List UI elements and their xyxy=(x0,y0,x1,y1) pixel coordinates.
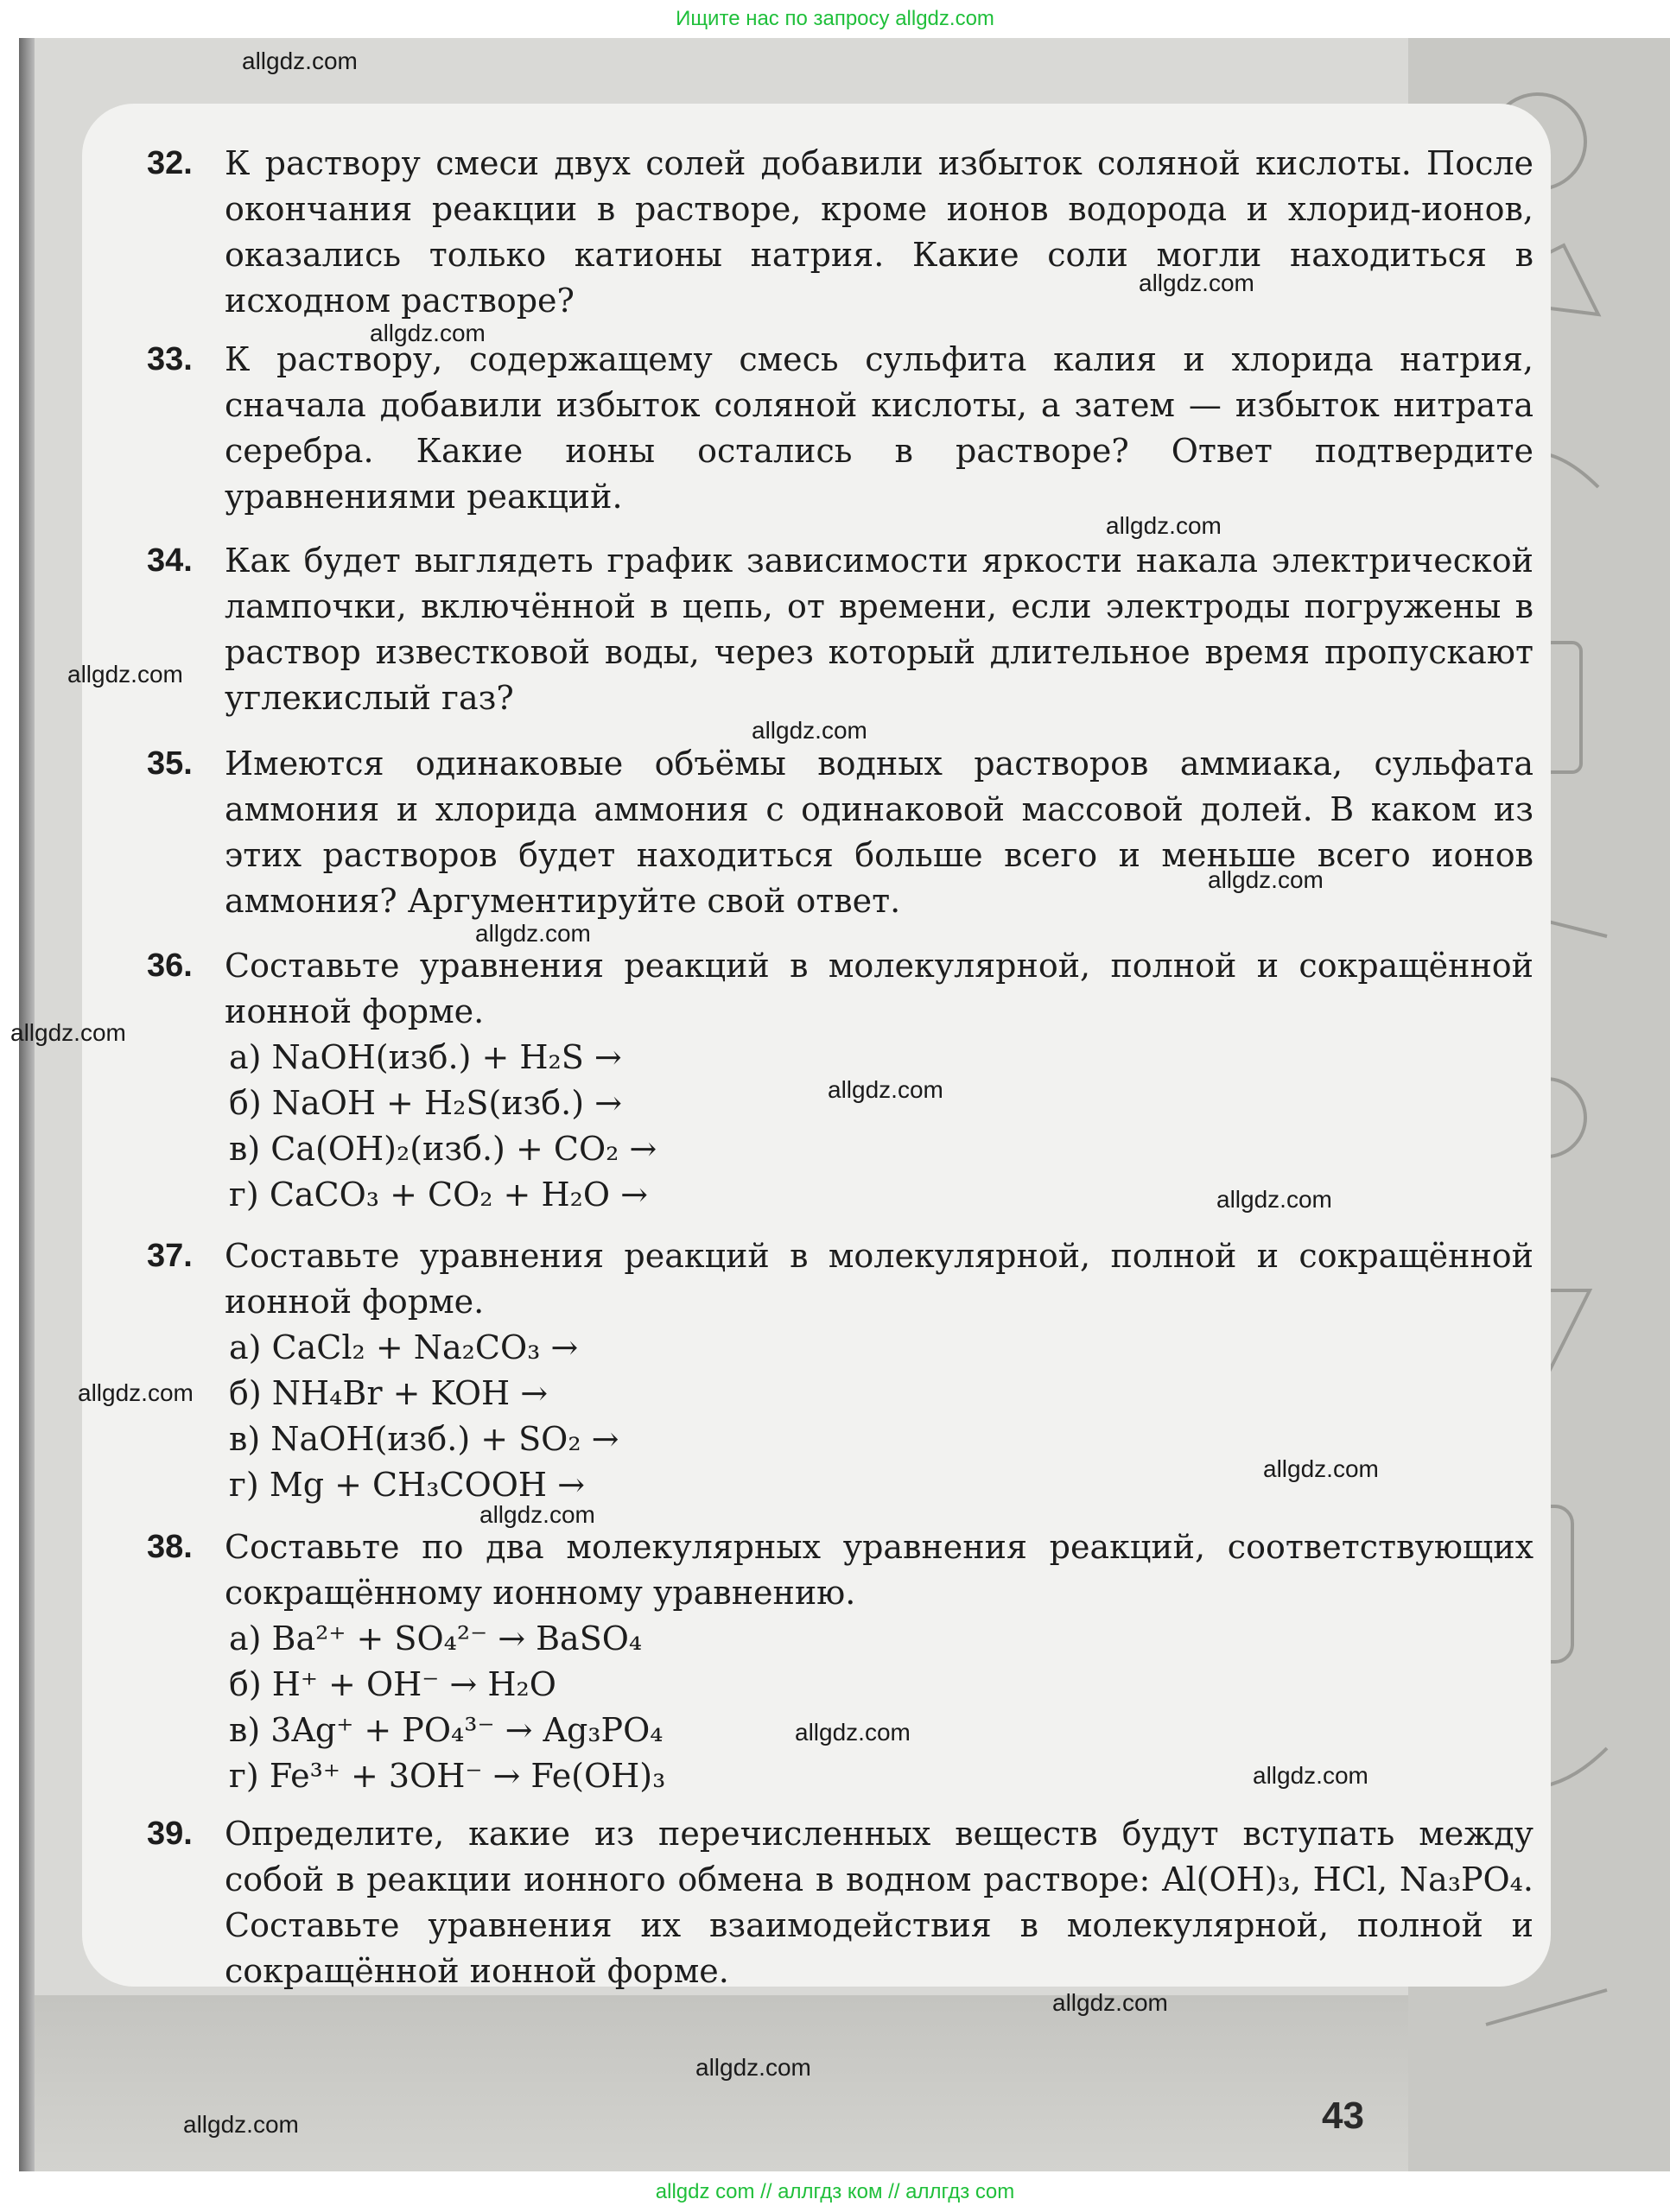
watermark: allgdz.com xyxy=(370,320,486,346)
equation-item: б) NaOH + H₂S(изб.) → xyxy=(229,1084,622,1122)
equation-item: в) Ca(OH)₂(изб.) + CO₂ → xyxy=(229,1130,657,1168)
watermark: allgdz.com xyxy=(78,1379,194,1406)
watermark: allgdz.com xyxy=(1052,1989,1168,2016)
problem-number: 37. xyxy=(147,1238,193,1274)
problem-text: Определите, какие из перечисленных веществ будут вступать между собой в реакции ионного обмена в водном растворе: Al(OH)₃, HCl, Na₃PO₄. Составьте уравнения их взаимодействия в молекулярной, полной и сокращённой ионной форме. xyxy=(225,1815,1533,1990)
equation-item: а) Ba²⁺ + SO₄²⁻ → BaSO₄ xyxy=(229,1619,643,1657)
watermark: allgdz.com xyxy=(828,1076,943,1103)
equation-item: в) 3Ag⁺ + PO₄³⁻ → Ag₃PO₄ xyxy=(229,1711,664,1749)
problem-text: Составьте по два молекулярных уравнения реакций, соответствующих сокращённому ионному уравнению. xyxy=(225,1528,1533,1612)
problem-number: 33. xyxy=(147,341,193,377)
equation-list xyxy=(229,1035,1529,1218)
equation-item: а) CaCl₂ + Na₂CO₃ → xyxy=(229,1328,579,1366)
paper-edge-shadow xyxy=(19,38,35,2171)
page-number: 43 xyxy=(1322,2095,1364,2137)
watermark: allgdz.com xyxy=(479,1501,595,1528)
problem-number: 38. xyxy=(147,1529,193,1565)
watermark: allgdz.com xyxy=(10,1019,126,1046)
problem-text: Составьте уравнения реакций в молекулярной, полной и сокращённой ионной форме. xyxy=(225,947,1533,1030)
watermark: allgdz.com xyxy=(1263,1455,1379,1482)
equation-item: б) H⁺ + OH⁻ → H₂O xyxy=(229,1665,556,1703)
watermark: allgdz.com xyxy=(67,661,183,688)
problem-number: 35. xyxy=(147,745,193,782)
problem-34 xyxy=(147,538,1533,721)
equation-item: а) NaOH(изб.) + H₂S → xyxy=(229,1038,622,1076)
watermark: allgdz.com xyxy=(1216,1186,1332,1213)
equation-item: г) Mg + CH₃COOH → xyxy=(229,1466,585,1504)
watermark: allgdz.com xyxy=(475,920,591,947)
problem-33 xyxy=(147,337,1533,520)
problem-32 xyxy=(147,141,1533,324)
equation-item: б) NH₄Br + KOH → xyxy=(229,1374,549,1412)
watermark: allgdz.com xyxy=(1208,866,1324,893)
equation-item: в) NaOH(изб.) + SO₂ → xyxy=(229,1420,619,1458)
watermark: allgdz.com xyxy=(695,2054,811,2081)
problem-35 xyxy=(147,741,1533,924)
problem-text: Имеются одинаковые объёмы водных растворов аммиака, сульфата аммония и хлорида аммония с одинаковой массовой долей. В каком из этих растворов будет находиться больше всего и меньше всего ионов аммония? Аргументируйте свой ответ. xyxy=(225,745,1533,920)
problem-text: Составьте уравнения реакций в молекулярной, полной и сокращённой ионной форме. xyxy=(225,1237,1533,1321)
page-footer-band xyxy=(35,1995,1408,2171)
bottom-banner[interactable]: allgdz com // аллгдз ком // аллгдз com xyxy=(655,2180,1015,2203)
watermark: allgdz.com xyxy=(1139,269,1254,296)
watermark: allgdz.com xyxy=(1106,512,1222,539)
watermark: allgdz.com xyxy=(752,717,867,744)
equation-item: г) Fe³⁺ + 3OH⁻ → Fe(OH)₃ xyxy=(229,1757,666,1795)
problem-number: 34. xyxy=(147,542,193,579)
problem-number: 32. xyxy=(147,145,193,181)
problem-38 xyxy=(147,1524,1533,1799)
watermark: allgdz.com xyxy=(242,48,358,74)
problem-text: К раствору смеси двух солей добавили избыток соляной кислоты. После окончания реакции в растворе, кроме ионов водорода и хлорид-ионов, оказались только катионы натрия. Какие соли могли находиться в исходном растворе? xyxy=(225,144,1533,320)
problem-number: 39. xyxy=(147,1816,193,1852)
problem-text: Как будет выглядеть график зависимости яркости накала электрической лампочки, включённой в цепь, от времени, если электроды погружены в раствор известковой воды, через который длительное время пропускают углекислый газ? xyxy=(225,542,1533,717)
watermark: allgdz.com xyxy=(1253,1762,1368,1789)
problem-39 xyxy=(147,1811,1533,1994)
equation-item: г) CaCO₃ + CO₂ + H₂O → xyxy=(229,1176,648,1214)
problem-number: 36. xyxy=(147,948,193,984)
top-banner[interactable]: Ищите нас по запросу allgdz.com xyxy=(676,7,994,30)
watermark: allgdz.com xyxy=(795,1719,911,1746)
problem-text: К раствору, содержащему смесь сульфита калия и хлорида натрия, сначала добавили избыток соляной кислоты, а затем — избыток нитрата серебра. Какие ионы остались в растворе? Ответ подтвердите уравнениями реакций. xyxy=(225,340,1533,516)
watermark: allgdz.com xyxy=(183,2111,299,2138)
